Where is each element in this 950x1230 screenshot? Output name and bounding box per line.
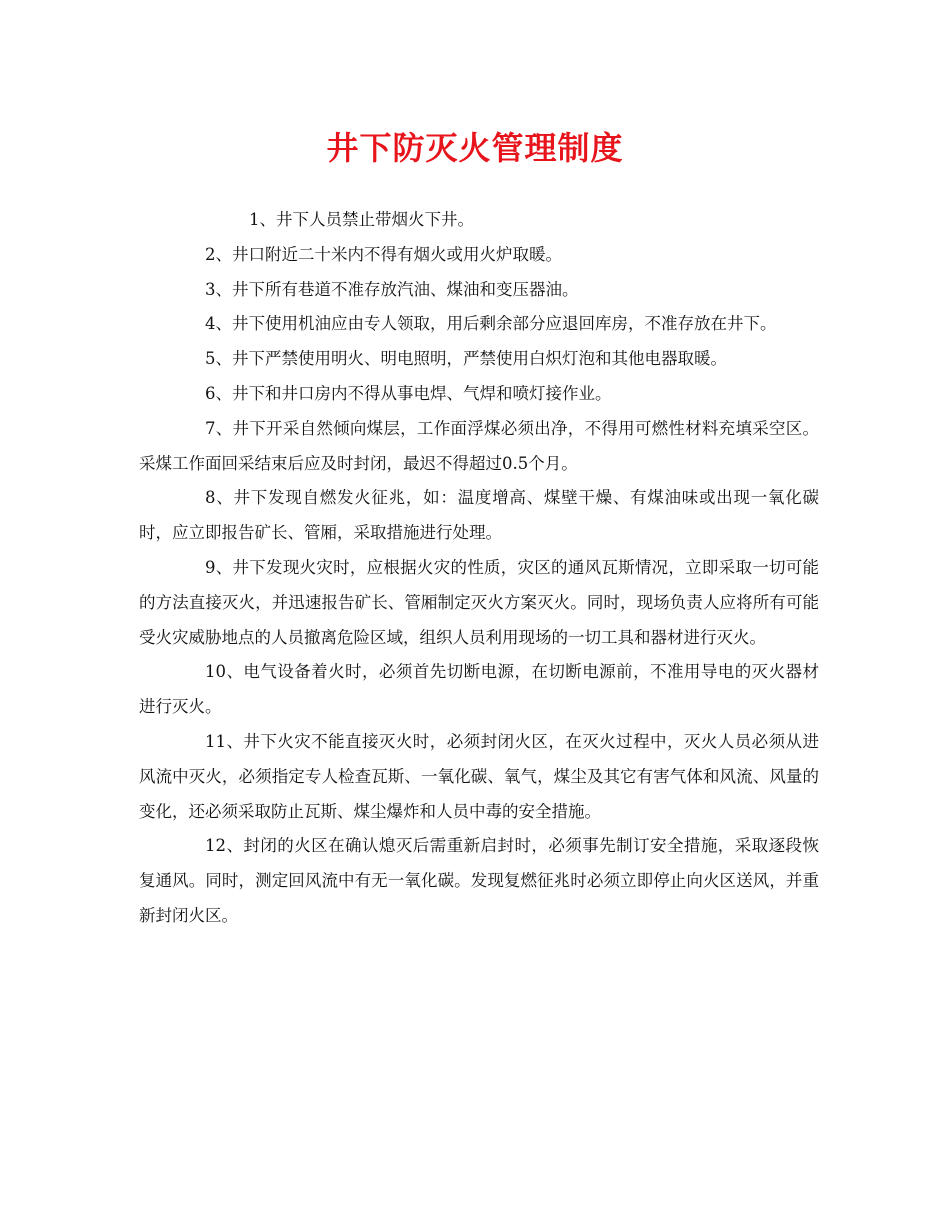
- rule-paragraph-11: 11、井下火灾不能直接灭火时，必须封闭火区，在灭火过程中，灭火人员必须从进风流中灭火，必须指定专人检查瓦斯、一氧化碳、氧气，煤尘及其它有害气体和风流、风量的变化，还必须采取防止瓦斯、煤尘爆炸和人员中毒的安全措施。: [139, 731, 819, 821]
- rule-paragraph-5: 5、井下严禁使用明火、明电照明，严禁使用白炽灯泡和其他电器取暖。: [205, 349, 727, 369]
- rule-paragraph-3: 3、井下所有巷道不准存放汽油、煤油和变压器油。: [205, 279, 579, 299]
- rule-paragraph-2: 2、井口附近二十米内不得有烟火或用火炉取暖。: [205, 244, 562, 264]
- rule-paragraph-1: 1、井下人员禁止带烟火下井。: [249, 210, 474, 229]
- document-body: [139, 203, 819, 934]
- rule-paragraph-12: 12、封闭的火区在确认熄灭后需重新启封时，必须事先制订安全措施，采取逐段恢复通风。同时，测定回风流中有无一氧化碳。发现复燃征兆时必须立即停止向火区送风，并重新封闭火区。: [139, 836, 819, 925]
- rule-paragraph-4: 4、井下使用机油应由专人领取，用后剩余部分应退回库房，不准存放在井下。: [205, 314, 777, 334]
- rule-paragraph-9: 9、井下发现火灾时，应根据火灾的性质，灾区的通风瓦斯情况，立即采取一切可能的方法直接灭火，并迅速报告矿长、管厢制定灭火方案灭火。同时，现场负责人应将所有可能受火灾威胁地点的人员撤离危险区域，组织人员利用现场的一切工具和器材进行灭火。: [139, 557, 819, 647]
- rule-paragraph-7: 7、井下开采自然倾向煤层，工作面浮煤必须出净，不得用可燃性材料充填采空区。采煤工作面回采结束后应及时封闭，最迟不得超过0.5个月。: [139, 418, 819, 473]
- rule-paragraph-10: 10、电气设备着火时，必须首先切断电源，在切断电源前，不准用导电的灭火器材进行灭火。: [139, 662, 819, 717]
- rule-paragraph-6: 6、井下和井口房内不得从事电焊、气焊和喷灯接作业。: [205, 383, 612, 403]
- document-title: 井下防灭火管理制度: [326, 129, 624, 167]
- rule-paragraph-8: 8、井下发现自燃发火征兆，如：温度增高、煤壁干燥、有煤油味或出现一氧化碳时，应立即报告矿长、管厢，采取措施进行处理。: [139, 488, 819, 543]
